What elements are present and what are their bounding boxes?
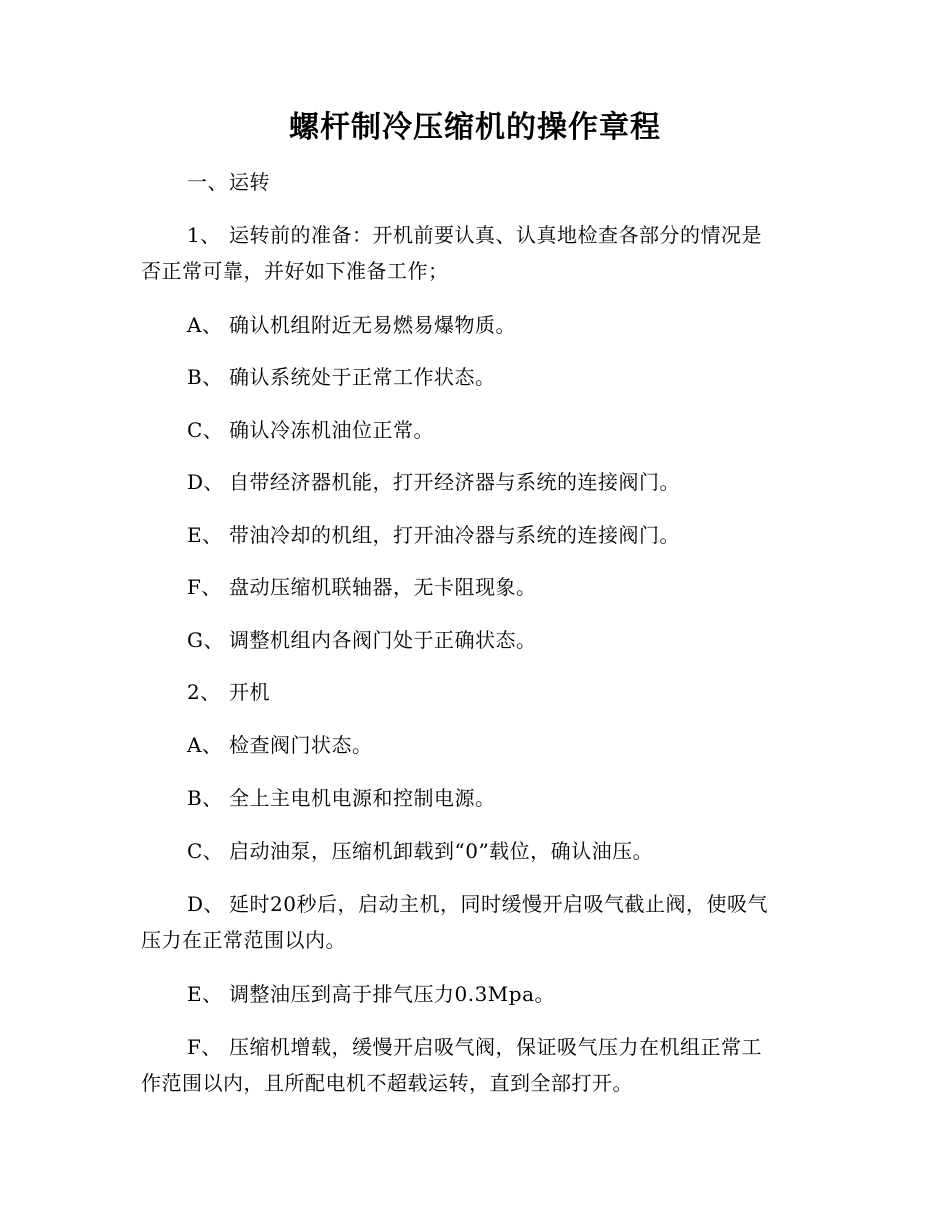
prep-item-b xyxy=(187,363,496,391)
item-text: 确认冷冻机油位正常。 xyxy=(229,418,434,442)
item-text: 延时20秒后，启动主机，同时缓慢开启吸气截止阀，使吸气 xyxy=(229,892,768,916)
start-item-f-line-1 xyxy=(187,1033,762,1061)
start-item-d-line-2: 压力在正常范围以内。 xyxy=(141,928,346,952)
item-1-line-2: 否正常可靠，并好如下准备工作； xyxy=(141,259,449,283)
item-marker: A、 xyxy=(187,313,223,337)
prep-item-d xyxy=(187,468,680,496)
item-text: 调整油压到高于排气压力0.3Mpa。 xyxy=(229,982,556,1006)
start-item-e xyxy=(187,980,555,1008)
item-marker: C、 xyxy=(187,418,224,442)
item-text: 盘动压缩机联轴器，无卡阻现象。 xyxy=(229,575,537,599)
item-marker: 2、 xyxy=(187,680,221,704)
item-marker: B、 xyxy=(187,786,223,810)
item-text: 检查阀门状态。 xyxy=(229,733,373,757)
section-heading-operation xyxy=(187,168,270,196)
item-marker: F、 xyxy=(187,1035,222,1059)
item-marker: D、 xyxy=(187,892,225,916)
start-item-c xyxy=(187,837,653,865)
item-text: 自带经济器机能，打开经济器与系统的连接阀门。 xyxy=(229,470,680,494)
prep-item-c xyxy=(187,416,434,444)
section-heading-text: 运转 xyxy=(229,170,270,194)
item-text: 调整机组内各阀门处于正确状态。 xyxy=(229,628,537,652)
item-text: 压缩机增载，缓慢开启吸气阀，保证吸气压力在机组正常工 xyxy=(229,1035,762,1059)
prep-item-e xyxy=(187,521,680,549)
item-marker: E、 xyxy=(187,982,223,1006)
prep-item-f xyxy=(187,573,537,601)
item-marker: C、 xyxy=(187,839,224,863)
item-marker: 1、 xyxy=(187,223,221,247)
start-item-f-line-2: 作范围以内，且所配电机不超载运转，直到全部打开。 xyxy=(141,1071,633,1095)
item-1-line-1 xyxy=(187,221,762,249)
item-marker: F、 xyxy=(187,575,222,599)
item-text: 带油冷却的机组，打开油冷器与系统的连接阀门。 xyxy=(229,523,680,547)
item-2-heading xyxy=(187,678,270,706)
item-text: 全上主电机电源和控制电源。 xyxy=(229,786,496,810)
item-text: 启动油泵，压缩机卸载到“0”载位，确认油压。 xyxy=(229,839,654,863)
start-item-b xyxy=(187,784,496,812)
item-text: 开机 xyxy=(229,680,270,704)
item-text: 运转前的准备：开机前要认真、认真地检查各部分的情况是 xyxy=(229,223,762,247)
item-marker: D、 xyxy=(187,470,225,494)
item-marker: B、 xyxy=(187,365,223,389)
page-title: 螺杆制冷压缩机的操作章程 xyxy=(289,110,661,145)
start-item-d-line-1 xyxy=(187,890,768,918)
item-text: 确认机组附近无易燃易爆物质。 xyxy=(229,313,516,337)
item-marker: E、 xyxy=(187,523,223,547)
item-text: 确认系统处于正常工作状态。 xyxy=(229,365,496,389)
item-marker: A、 xyxy=(187,733,223,757)
prep-item-g xyxy=(187,626,537,654)
start-item-a xyxy=(187,731,373,759)
prep-item-a xyxy=(187,311,516,339)
item-marker: G、 xyxy=(187,628,224,652)
section-marker: 一、 xyxy=(187,170,228,194)
